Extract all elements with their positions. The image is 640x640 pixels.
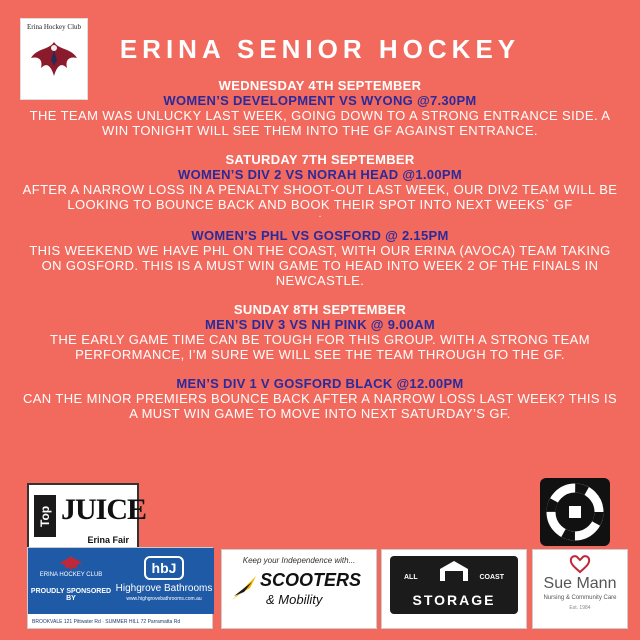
event-description: THE TEAM WAS UNLUCKY LAST WEEK, GOING DOWN TO A STRONG ENTRANCE SIDE. A WIN TONIGHT WILL SEE THEM INTO THE GF AGAINST ENTRANCE.	[29, 108, 611, 138]
highgrove-address: BROOKVALE 121 Pittwater Rd · SUMMER HILL 72 Parramatta Rd	[32, 619, 181, 625]
highgrove-brand: Highgrove Bathrooms	[115, 583, 213, 594]
event-match: MEN’S DIV 3 VS NH PINK @ 9.00AM	[204, 317, 436, 332]
event-item	[18, 376, 622, 421]
scooters-sub: & Mobility	[266, 592, 323, 607]
event-description: THE EARLY GAME TIME CAN BE TOUGH FOR THIS GROUP. WITH A STRONG TEAM PERFORMANCE, I’M SURE WE WILL SEE THE TEAM THROUGH TO THE GF.	[50, 332, 590, 362]
highgrove-proud: PROUDLY SPONSORED BY	[30, 588, 112, 602]
heart-icon	[569, 554, 591, 574]
event-match: MEN’S DIV 1 V GOSFORD BLACK @12.00PM	[176, 376, 464, 391]
topjuice-location: Erina Fair	[87, 535, 129, 545]
separator-dot: .	[318, 209, 322, 220]
storage-word: STORAGE	[412, 592, 496, 608]
suemann-name: Sue Mann	[543, 575, 617, 592]
eagle-icon	[59, 554, 83, 572]
club-logo-text: Erina Hockey Club	[26, 23, 82, 31]
event-match: WOMEN’S DIV 2 VS NORAH HEAD @1.00PM	[178, 167, 462, 182]
highgrove-brand-panel	[114, 548, 214, 614]
scooters-tagline: Keep your Independence with...	[242, 556, 356, 565]
lifebuoy-icon	[545, 482, 605, 542]
event-match: WOMEN’S PHL VS GOSFORD @ 2.15PM	[191, 228, 449, 243]
highgrove-mark: hbJ	[144, 556, 185, 580]
event-item	[18, 78, 622, 138]
suemann-est: Est. 1984	[569, 605, 591, 611]
event-item	[18, 152, 622, 218]
event-item	[18, 228, 622, 288]
event-item	[18, 302, 622, 362]
sponsor-topjuice[interactable]	[27, 483, 147, 553]
sponsor-scooters[interactable]	[221, 549, 377, 629]
events-list	[18, 78, 622, 435]
event-description: AFTER A NARROW LOSS IN A PENALTY SHOOT-OUT LAST WEEK, OUR DIV2 TEAM WILL BE LOOKING TO BOUNCE BACK AND BOOK THEIR SPOT INTO NEXT WEEKS` GF	[22, 182, 618, 212]
storage-coast: COAST	[479, 574, 504, 581]
highgrove-club-name: ERINA HOCKEY CLUB	[39, 572, 103, 578]
event-date: SATURDAY 7TH SEPTEMBER	[225, 152, 415, 167]
sponsor-sue-mann[interactable]	[532, 549, 628, 629]
topjuice-juice: JUICE	[61, 493, 147, 526]
event-description: CAN THE MINOR PREMIERS BOUNCE BACK AFTER A NARROW LOSS LAST WEEK? THIS IS A MUST WIN GAME TO MOVE INTO NEXT SATURDAY’S GF.	[22, 391, 618, 421]
topjuice-top: Top	[34, 495, 56, 537]
scooters-name: SCOOTERS	[260, 570, 362, 590]
event-match: WOMEN’S DEVELOPMENT VS WYONG @7.30PM	[163, 93, 477, 108]
event-date: WEDNESDAY 4TH SEPTEMBER	[218, 78, 422, 93]
storage-all: ALL	[404, 574, 418, 581]
highgrove-club-panel	[28, 548, 114, 614]
event-description: THIS WEEKEND WE HAVE PHL ON THE COAST, WITH OUR ERINA (AVOCA) TEAM TAKING ON GOSFORD. THIS IS A MUST WIN GAME TO HEAD INTO WEEK 2 OF THE FINALS IN NEWCASTLE.	[29, 243, 611, 288]
sponsor-highgrove[interactable]	[27, 547, 213, 629]
sponsor-terrigal-hotel[interactable]	[540, 478, 610, 546]
event-date: SUNDAY 8TH SEPTEMBER	[233, 302, 407, 317]
suemann-sub: Nursing & Community Care	[543, 595, 617, 601]
swoosh-icon	[230, 572, 258, 602]
sponsor-all-coast-storage[interactable]	[381, 549, 527, 629]
highgrove-web: www.highgrovebathrooms.com.au	[126, 596, 202, 602]
storage-badge	[390, 556, 518, 614]
warehouse-icon	[439, 560, 469, 582]
page-title: ERINA SENIOR HOCKEY	[119, 34, 521, 64]
